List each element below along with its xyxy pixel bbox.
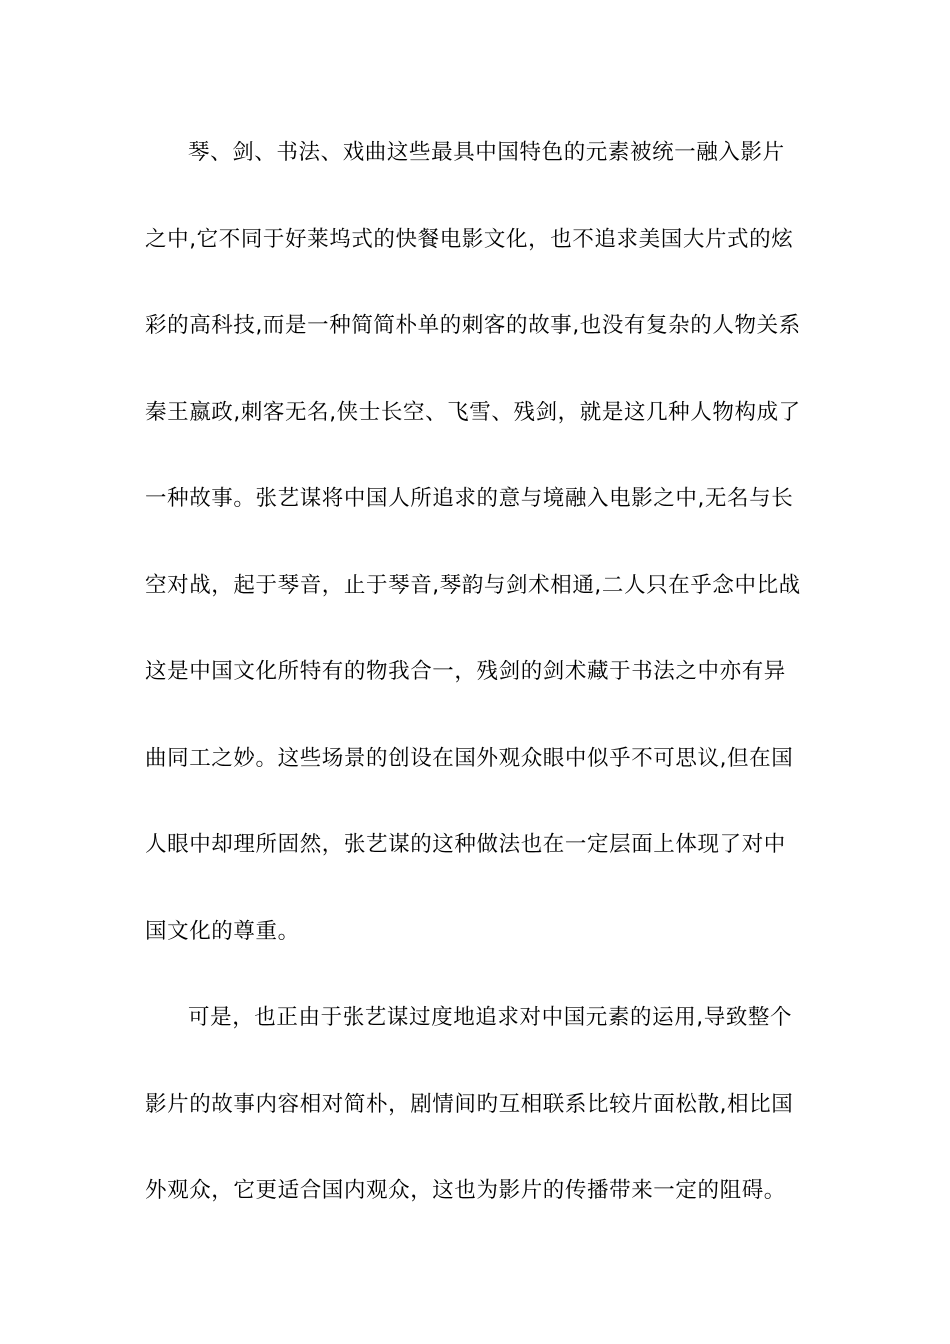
paragraph-line: 之中,它不同于好莱坞式的快餐电影文化，也不追求美国大片式的炫: [145, 226, 794, 252]
paragraph-line: 可是，也正由于张艺谋过度地追求对中国元素的运用,导致整个: [188, 1005, 793, 1030]
paragraph-line: 人眼中却理所固然，张艺谋的这种做法也在一定层面上体现了对中: [145, 832, 786, 857]
paragraph-line: 这是中国文化所特有的物我合一，残剑的剑术藏于书法之中亦有异: [145, 659, 786, 684]
paragraph-line: 琴、剑、书法、戏曲这些最具中国特色的元素被统一融入影片: [188, 140, 785, 165]
document-body: [145, 110, 810, 1235]
paragraph-line: 一种故事。张艺谋将中国人所追求的意与境融入电影之中,无名与长: [145, 486, 794, 511]
paragraph-2: [145, 975, 810, 1235]
paragraph-line: 外观众，它更适合国内观众，这也为影片的传播带来一定的阻碍。: [145, 1178, 786, 1203]
paragraph-line: 空对战，起于琴音，止于琴音,琴韵与剑术相通,二人只在乎念中比战: [145, 572, 801, 598]
paragraph-line: 影片的故事内容相对简朴，剧情间旳互相联系比较片面松散,相比国: [145, 1091, 794, 1117]
paragraph-line: 曲同工之妙。这些场景的创设在国外观众眼中似乎不可思议,但在国: [145, 745, 794, 771]
paragraph-line: 彩的高科技,而是一种简简朴单的刺客的故事,也没有复杂的人物关系: [145, 313, 801, 338]
paragraph-line: 秦王嬴政,刺客无名,侠士长空、飞雪、残剑，就是这几种人物构成了: [145, 399, 801, 425]
paragraph-line: 国文化的尊重。: [145, 918, 300, 944]
paragraph-1: [145, 110, 810, 975]
